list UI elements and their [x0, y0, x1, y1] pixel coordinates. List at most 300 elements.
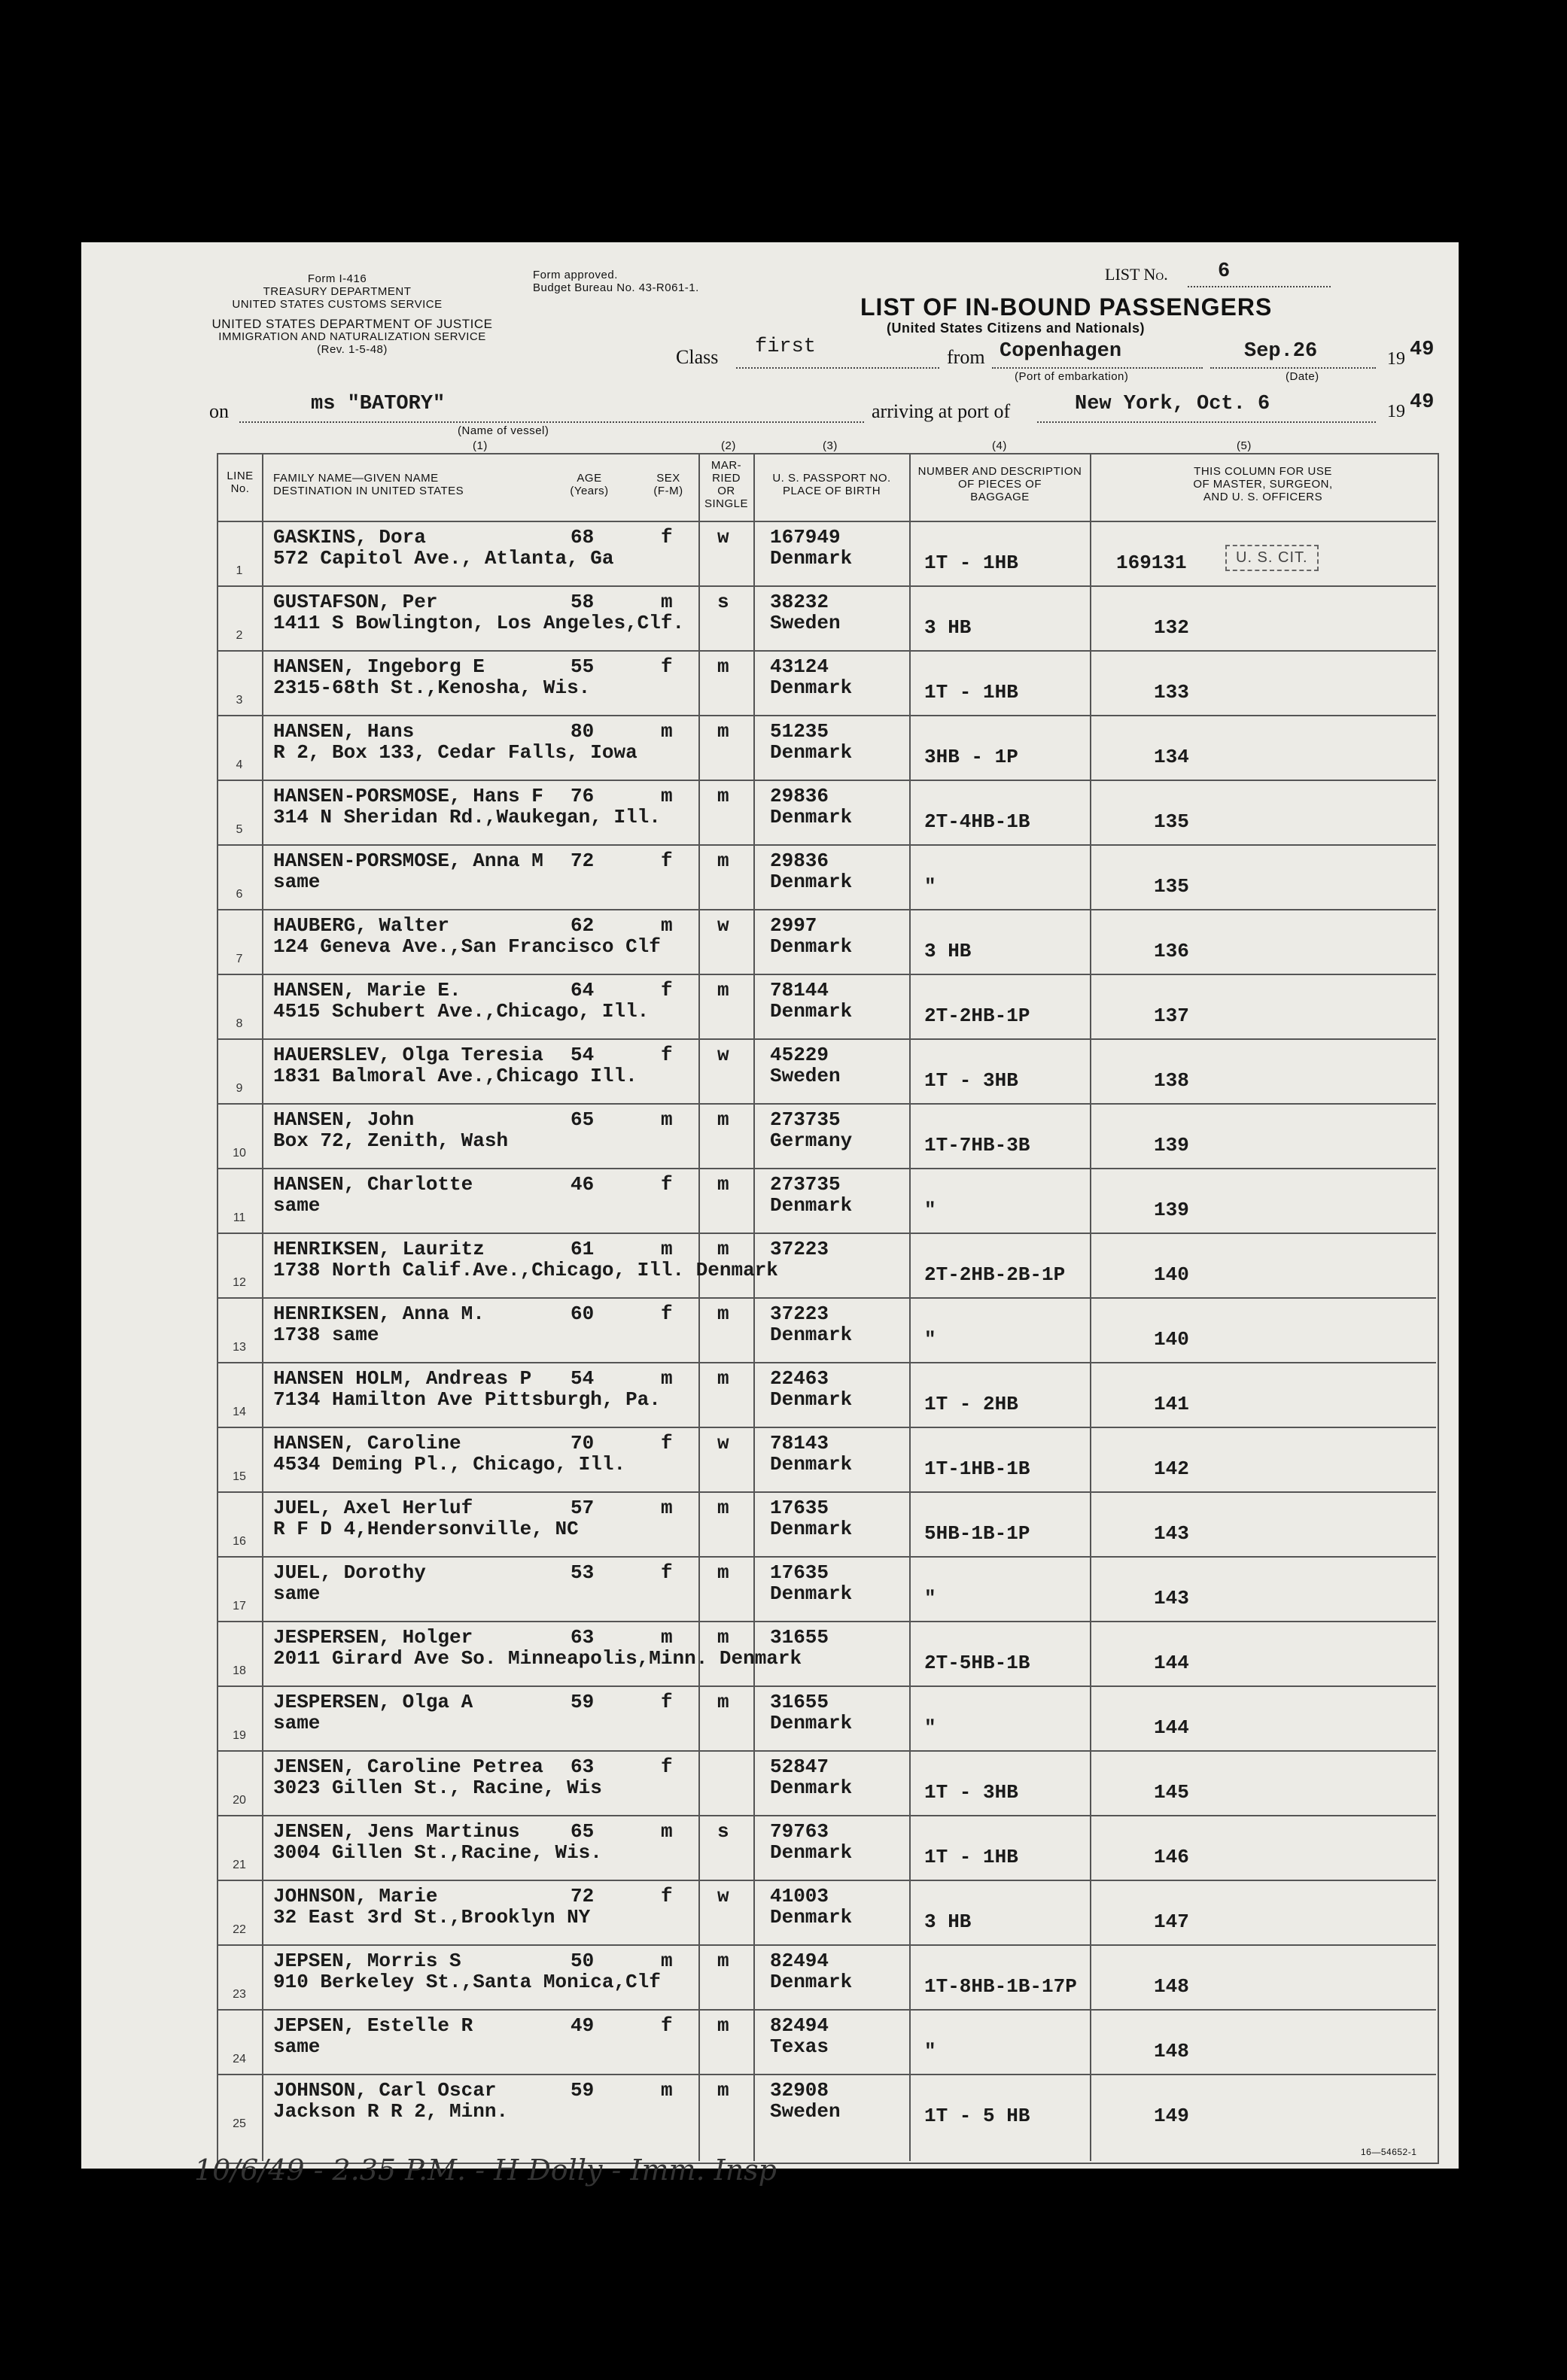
vessel-name: ms "BATORY": [311, 393, 446, 415]
date-caption: (Date): [1286, 370, 1319, 383]
marital-status: m: [717, 1950, 729, 1972]
approval-block: [533, 269, 699, 294]
row-line-number: 2: [236, 629, 243, 642]
baggage-description: 1T - 3HB: [924, 1781, 1018, 1804]
revision-label: (Rev. 1-5-48): [317, 343, 388, 356]
passenger-address: 7134 Hamilton Ave Pittsburgh, Pa.: [273, 1388, 661, 1411]
passport-number: 79763: [770, 1820, 829, 1843]
baggage-description: 1T-1HB-1B: [924, 1457, 1030, 1480]
column-number-1: (1): [473, 439, 488, 452]
passenger-age: 62: [571, 914, 595, 937]
passport-number: 273735: [770, 1108, 841, 1131]
passport-number: 41003: [770, 1885, 829, 1907]
passenger-age: 64: [571, 979, 595, 1002]
passport-number: 43124: [770, 655, 829, 678]
column-number-3: (3): [823, 439, 838, 452]
baggage-description: 3HB - 1P: [924, 746, 1018, 768]
passenger-address: 4515 Schubert Ave.,Chicago, Ill.: [273, 1000, 650, 1023]
place-of-birth: Denmark: [770, 871, 853, 893]
passenger-address: 910 Berkeley St.,Santa Monica,Clf: [273, 1971, 661, 1993]
officer-number: 144: [1154, 1652, 1189, 1674]
row-divider: [217, 974, 1436, 975]
row-divider: [217, 1103, 1436, 1105]
inspection-note: 10/6/49 - 2.35 P.M. - H Dolly - Imm. Insp: [194, 2154, 777, 2187]
form-number: Form I-416: [307, 272, 367, 285]
officer-number: 132: [1154, 616, 1189, 639]
row-line-number: 23: [233, 1988, 246, 2001]
passenger-name: HANSEN-PORSMOSE, Hans F: [273, 785, 543, 807]
row-line-number: 11: [233, 1211, 246, 1224]
row-divider: [217, 1750, 1436, 1752]
officer-number: 137: [1154, 1005, 1189, 1027]
passenger-age: 76: [571, 785, 595, 807]
baggage-description: ": [924, 875, 936, 898]
passenger-address: 124 Geneva Ave.,San Francisco Clf: [273, 935, 661, 958]
passenger-sex: f: [661, 1432, 673, 1454]
passenger-sex: m: [661, 1950, 673, 1972]
passenger-sex: m: [661, 1626, 673, 1649]
department-label: TREASURY DEPARTMENT: [263, 285, 412, 298]
passport-number: 82494: [770, 2014, 829, 2037]
passenger-name: HANSEN HOLM, Andreas P: [273, 1367, 532, 1390]
passenger-age: 60: [571, 1302, 595, 1325]
passenger-age: 58: [571, 591, 595, 613]
baggage-description: 2T-4HB-1B: [924, 810, 1030, 833]
marital-status: m: [717, 1108, 729, 1131]
marital-status: s: [717, 1820, 729, 1843]
passenger-address: 2011 Girard Ave So. Minneapolis,Minn. Denmark: [273, 1647, 802, 1670]
passport-number: 78144: [770, 979, 829, 1002]
place-of-birth: Denmark: [770, 741, 853, 764]
year2-value: 49: [1410, 391, 1435, 414]
place-of-birth: Denmark: [770, 1453, 853, 1476]
row-divider: [217, 1944, 1436, 1946]
officer-number: 143: [1154, 1522, 1189, 1545]
passenger-sex: m: [661, 1497, 673, 1519]
baggage-description: 3 HB: [924, 616, 972, 639]
passenger-sex: m: [661, 2079, 673, 2102]
passenger-address: R F D 4,Hendersonville, NC: [273, 1518, 579, 1540]
passenger-sex: f: [661, 2014, 673, 2037]
marital-status: m: [717, 720, 729, 743]
header-married-single: MAR- RIED OR SINGLE: [704, 459, 749, 510]
place-of-birth: Texas: [770, 2035, 829, 2058]
passenger-age: 57: [571, 1497, 595, 1519]
row-line-number: 19: [233, 1729, 246, 1742]
passenger-sex: f: [661, 979, 673, 1002]
row-divider: [217, 585, 1436, 587]
passenger-address: 2315-68th St.,Kenosha, Wis.: [273, 676, 591, 699]
row-line-number: 3: [236, 694, 243, 707]
passenger-age: 72: [571, 850, 595, 872]
passport-number: 17635: [770, 1561, 829, 1584]
passenger-name: JESPERSEN, Olga A: [273, 1691, 473, 1713]
row-divider: [217, 1685, 1436, 1687]
row-divider: [217, 1427, 1436, 1428]
passenger-name: HANSEN, Charlotte: [273, 1173, 473, 1196]
passenger-name: GASKINS, Dora: [273, 526, 426, 549]
row-line-number: 22: [233, 1923, 246, 1936]
manifest-page: [81, 242, 1459, 2187]
row-divider: [217, 2074, 1436, 2075]
row-line-number: 18: [233, 1664, 246, 1677]
passenger-sex: f: [661, 850, 673, 872]
row-line-number: 21: [233, 1859, 246, 1871]
row-divider: [217, 1880, 1436, 1881]
row-line-number: 7: [236, 953, 243, 965]
officer-number: 141: [1154, 1393, 1189, 1415]
marital-status: m: [717, 850, 729, 872]
row-divider: [217, 2009, 1436, 2011]
baggage-description: 3 HB: [924, 1910, 972, 1933]
passport-number: 273735: [770, 1173, 841, 1196]
passenger-age: 68: [571, 526, 595, 549]
place-of-birth: Denmark: [770, 1388, 853, 1411]
header-name-destination: FAMILY NAME—GIVEN NAME DESTINATION IN UNITED STATES: [273, 472, 464, 497]
list-no-label: LIST No.: [1105, 265, 1168, 284]
row-line-number: 4: [236, 758, 243, 771]
passenger-sex: f: [661, 526, 673, 549]
passenger-name: HANSEN, Hans: [273, 720, 415, 743]
place-of-birth: Germany: [770, 1129, 853, 1152]
passport-number: 32908: [770, 2079, 829, 2102]
row-line-number: 17: [233, 1600, 246, 1613]
place-of-birth: Denmark: [770, 547, 853, 570]
place-of-birth: Sweden: [770, 612, 841, 634]
row-line-number: 25: [233, 2117, 246, 2130]
port-embark-caption: (Port of embarkation): [1015, 370, 1129, 383]
justice-block: [164, 318, 540, 356]
passport-number: 82494: [770, 1950, 829, 1972]
row-divider: [217, 1233, 1436, 1234]
passenger-sex: f: [661, 1885, 673, 1907]
on-label: on: [209, 400, 229, 422]
passenger-sex: m: [661, 1367, 673, 1390]
arrival-port-date: New York, Oct. 6: [1075, 393, 1270, 415]
passenger-address: R 2, Box 133, Cedar Falls, Iowa: [273, 741, 637, 764]
passenger-address: same: [273, 1582, 321, 1605]
place-of-birth: Denmark: [770, 676, 853, 699]
officer-number: 140: [1154, 1328, 1189, 1351]
marital-status: m: [717, 1302, 729, 1325]
passenger-address: 1411 S Bowlington, Los Angeles,Clf.: [273, 612, 685, 634]
vessel-caption: (Name of vessel): [458, 424, 549, 437]
passenger-name: HANSEN, John: [273, 1108, 415, 1131]
passenger-name: HANSEN-PORSMOSE, Anna M: [273, 850, 543, 872]
passenger-address: 314 N Sheridan Rd.,Waukegan, Ill.: [273, 806, 661, 828]
marital-status: m: [717, 979, 729, 1002]
place-of-birth: Sweden: [770, 1065, 841, 1087]
marital-status: m: [717, 1497, 729, 1519]
header-sex: SEX (F-M): [653, 472, 683, 497]
passenger-sex: m: [661, 1108, 673, 1131]
passport-number: 29836: [770, 785, 829, 807]
passenger-sex: f: [661, 1173, 673, 1196]
year-value: 49: [1410, 339, 1435, 361]
baggage-description: ": [924, 2040, 936, 2062]
arriving-label: arriving at port of: [872, 400, 1011, 422]
officer-number: 146: [1154, 1846, 1189, 1868]
passenger-age: 70: [571, 1432, 595, 1454]
row-divider: [217, 909, 1436, 910]
column-number-5: (5): [1237, 439, 1252, 452]
passenger-sex: m: [661, 914, 673, 937]
from-label: from: [947, 346, 985, 368]
baggage-description: 1T - 1HB: [924, 681, 1018, 704]
passenger-age: 59: [571, 2079, 595, 2102]
marital-status: w: [717, 1044, 729, 1066]
approval-line: Form approved.: [533, 269, 618, 281]
passenger-sex: m: [661, 720, 673, 743]
baggage-description: 1T - 3HB: [924, 1069, 1018, 1092]
row-line-number: 14: [233, 1406, 246, 1418]
baggage-description: 1T - 5 HB: [924, 2105, 1030, 2127]
row-divider: [217, 1621, 1436, 1622]
passenger-age: 55: [571, 655, 595, 678]
place-of-birth: Denmark: [770, 1906, 853, 1929]
row-line-number: 6: [236, 888, 243, 901]
row-line-number: 16: [233, 1535, 246, 1548]
place-of-birth: Denmark: [770, 935, 853, 958]
passenger-address: Jackson R R 2, Minn.: [273, 2100, 509, 2123]
row-divider: [217, 1815, 1436, 1816]
passenger-name: JESPERSEN, Holger: [273, 1626, 473, 1649]
baggage-description: 1T-7HB-3B: [924, 1134, 1030, 1157]
officer-number: 144: [1154, 1716, 1189, 1739]
row-divider: [217, 715, 1436, 716]
row-line-number: 5: [236, 823, 243, 836]
passport-number: 38232: [770, 591, 829, 613]
officer-number: 138: [1154, 1069, 1189, 1092]
row-line-number: 24: [233, 2053, 246, 2065]
passenger-name: HENRIKSEN, Anna M.: [273, 1302, 485, 1325]
service-label: UNITED STATES CUSTOMS SERVICE: [232, 298, 443, 311]
marital-status: w: [717, 526, 729, 549]
passenger-name: JENSEN, Jens Martinus: [273, 1820, 520, 1843]
passport-number: 31655: [770, 1691, 829, 1713]
place-of-birth: Denmark: [770, 1194, 853, 1217]
row-line-number: 10: [233, 1147, 246, 1160]
passenger-name: JUEL, Axel Herluf: [273, 1497, 473, 1519]
officer-number: 135: [1154, 810, 1189, 833]
column-number-2: (2): [721, 439, 736, 452]
form-subtitle: (United States Citizens and Nationals): [887, 321, 1146, 336]
form-title: LIST OF IN-BOUND PASSENGERS: [860, 293, 1273, 321]
passport-number: 52847: [770, 1755, 829, 1778]
row-divider: [217, 1556, 1436, 1558]
passenger-address: same: [273, 1712, 321, 1734]
passenger-name: HANSEN, Marie E.: [273, 979, 461, 1002]
marital-status: m: [717, 1561, 729, 1584]
column-number-4: (4): [992, 439, 1007, 452]
row-line-number: 20: [233, 1794, 246, 1807]
officer-number: 135: [1154, 875, 1189, 898]
row-divider: [217, 780, 1436, 781]
passenger-age: 49: [571, 2014, 595, 2037]
passenger-name: HAUBERG, Walter: [273, 914, 450, 937]
row-line-number: 8: [236, 1017, 243, 1030]
passenger-address: 32 East 3rd St.,Brooklyn NY: [273, 1906, 591, 1929]
passenger-sex: f: [661, 1302, 673, 1325]
officer-number: 136: [1154, 940, 1189, 962]
embark-date: Sep.26: [1244, 340, 1318, 363]
passenger-age: 54: [571, 1044, 595, 1066]
header-passport-birth: U. S. PASSPORT NO. PLACE OF BIRTH: [772, 472, 891, 497]
passport-number: 37223: [770, 1238, 829, 1260]
baggage-description: 1T-8HB-1B-17P: [924, 1975, 1077, 1998]
place-of-birth: Denmark: [770, 1000, 853, 1023]
passenger-age: 46: [571, 1173, 595, 1196]
baggage-description: 2T-2HB-2B-1P: [924, 1263, 1066, 1286]
row-divider: [217, 844, 1436, 846]
baggage-description: ": [924, 1328, 936, 1351]
officer-number: 148: [1154, 1975, 1189, 1998]
passenger-age: 59: [571, 1691, 595, 1713]
passport-number: 29836: [770, 850, 829, 872]
passenger-age: 65: [571, 1108, 595, 1131]
justice-department-label: UNITED STATES DEPARTMENT OF JUSTICE: [211, 317, 493, 331]
row-line-number: 15: [233, 1470, 246, 1483]
row-line-number: 12: [233, 1276, 246, 1289]
form-code: 16—54652-1: [1361, 2147, 1417, 2157]
baggage-description: 2T-2HB-1P: [924, 1005, 1030, 1027]
officer-number: 169131: [1116, 552, 1187, 574]
marital-status: m: [717, 1691, 729, 1713]
passenger-name: JEPSEN, Estelle R: [273, 2014, 473, 2037]
passport-number: 78143: [770, 1432, 829, 1454]
baggage-description: 1T - 1HB: [924, 1846, 1018, 1868]
passenger-name: JENSEN, Caroline Petrea: [273, 1755, 543, 1778]
baggage-description: 2T-5HB-1B: [924, 1652, 1030, 1674]
immigration-service-label: IMMIGRATION AND NATURALIZATION SERVICE: [218, 330, 486, 343]
baggage-description: 3 HB: [924, 940, 972, 962]
place-of-birth: Denmark: [770, 1841, 853, 1864]
list-no-value: 6: [1218, 260, 1231, 283]
passenger-sex: m: [661, 591, 673, 613]
passenger-name: HENRIKSEN, Lauritz: [273, 1238, 485, 1260]
passenger-age: 72: [571, 1885, 595, 1907]
passenger-name: JEPSEN, Morris S: [273, 1950, 461, 1972]
budget-line: Budget Bureau No. 43-R061-1.: [533, 281, 699, 294]
passenger-name: JOHNSON, Marie: [273, 1885, 438, 1907]
passenger-age: 53: [571, 1561, 595, 1584]
marital-status: m: [717, 1173, 729, 1196]
marital-status: w: [717, 1885, 729, 1907]
passenger-age: 54: [571, 1367, 595, 1390]
row-divider: [217, 1168, 1436, 1169]
port-of-embarkation: Copenhagen: [1000, 340, 1122, 363]
row-divider: [217, 1038, 1436, 1040]
officer-number: 147: [1154, 1910, 1189, 1933]
passport-number: 17635: [770, 1497, 829, 1519]
place-of-birth: Denmark: [770, 1518, 853, 1540]
passenger-name: GUSTAFSON, Per: [273, 591, 438, 613]
row-divider: [217, 1362, 1436, 1363]
marital-status: w: [717, 914, 729, 937]
officer-number: 139: [1154, 1134, 1189, 1157]
passenger-name: JUEL, Dorothy: [273, 1561, 426, 1584]
officer-number: 133: [1154, 681, 1189, 704]
place-of-birth: Denmark: [770, 806, 853, 828]
passenger-name: HANSEN, Caroline: [273, 1432, 461, 1454]
place-of-birth: Denmark: [770, 1777, 853, 1799]
passenger-age: 80: [571, 720, 595, 743]
passenger-address: 3004 Gillen St.,Racine, Wis.: [273, 1841, 602, 1864]
passport-number: 51235: [770, 720, 829, 743]
passenger-address: 4534 Deming Pl., Chicago, Ill.: [273, 1453, 626, 1476]
marital-status: w: [717, 1432, 729, 1454]
passenger-sex: m: [661, 1820, 673, 1843]
header-line-no: LINE No.: [227, 470, 254, 495]
row-divider: [217, 650, 1436, 652]
form-block: [232, 272, 443, 311]
baggage-description: 5HB-1B-1P: [924, 1522, 1030, 1545]
baggage-description: ": [924, 1199, 936, 1221]
baggage-description: 1T - 2HB: [924, 1393, 1018, 1415]
place-of-birth: Denmark: [770, 1582, 853, 1605]
passport-number: 45229: [770, 1044, 829, 1066]
passenger-name: HAUERSLEV, Olga Teresia: [273, 1044, 543, 1066]
officer-number: 149: [1154, 2105, 1189, 2127]
passenger-address: same: [273, 871, 321, 893]
passenger-sex: f: [661, 655, 673, 678]
marital-status: m: [717, 1626, 729, 1649]
passenger-age: 65: [571, 1820, 595, 1843]
place-of-birth: Denmark: [770, 1324, 853, 1346]
row-divider: [217, 1491, 1436, 1493]
passenger-sex: f: [661, 1044, 673, 1066]
passenger-address: 1831 Balmoral Ave.,Chicago Ill.: [273, 1065, 637, 1087]
officer-number: 142: [1154, 1457, 1189, 1480]
row-divider: [217, 1297, 1436, 1299]
officer-number: 145: [1154, 1781, 1189, 1804]
passenger-address: 1738 same: [273, 1324, 379, 1346]
passport-number: 37223: [770, 1302, 829, 1325]
marital-status: m: [717, 1367, 729, 1390]
passport-number: 22463: [770, 1367, 829, 1390]
passenger-address: same: [273, 2035, 321, 2058]
passenger-age: 63: [571, 1626, 595, 1649]
header-baggage: NUMBER AND DESCRIPTION OF PIECES OF BAGGAGE: [917, 465, 1082, 503]
baggage-description: ": [924, 1587, 936, 1609]
officer-number: 134: [1154, 746, 1189, 768]
marital-status: m: [717, 2014, 729, 2037]
passenger-address: same: [273, 1194, 321, 1217]
header-officers-use: THIS COLUMN FOR USE OF MASTER, SURGEON, AND U. S. OFFICERS: [1193, 465, 1333, 503]
passenger-address: 1738 North Calif.Ave.,Chicago, Ill. Denmark: [273, 1259, 778, 1281]
officer-number: 143: [1154, 1587, 1189, 1609]
passenger-address: 572 Capitol Ave., Atlanta, Ga: [273, 547, 614, 570]
marital-status: m: [717, 1238, 729, 1260]
row-line-number: 1: [236, 564, 243, 577]
class-label: Class: [676, 346, 719, 368]
passenger-sex: f: [661, 1691, 673, 1713]
marital-status: m: [717, 655, 729, 678]
marital-status: m: [717, 2079, 729, 2102]
passenger-age: 50: [571, 1950, 595, 1972]
passport-number: 167949: [770, 526, 841, 549]
year2-prefix: 19: [1387, 402, 1405, 421]
row-line-number: 9: [236, 1082, 243, 1095]
officer-number: 139: [1154, 1199, 1189, 1221]
passenger-name: HANSEN, Ingeborg E: [273, 655, 485, 678]
passport-number: 2997: [770, 914, 817, 937]
baggage-description: ": [924, 1716, 936, 1739]
passenger-sex: m: [661, 785, 673, 807]
year-prefix: 19: [1387, 349, 1405, 369]
passenger-sex: f: [661, 1755, 673, 1778]
passenger-sex: f: [661, 1561, 673, 1584]
